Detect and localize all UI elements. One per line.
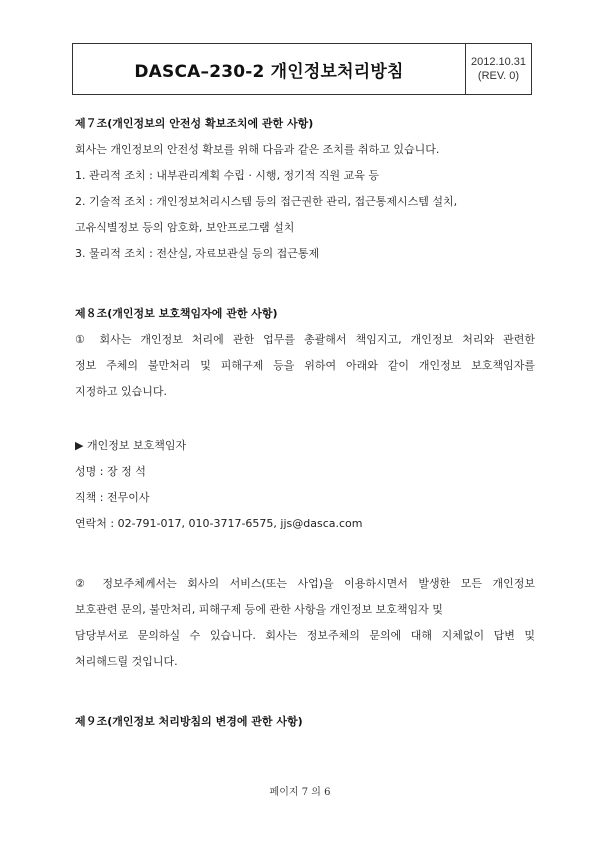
section-7-title: 제７조(개인정보의 안전성 확보조치에 관한 사항) [75, 117, 314, 130]
section-7-item-2: 2. 기술적 조치 : 개인정보처리시스템 등의 접근권한 관리, 접근통제시스템 설치, [75, 195, 458, 208]
section-8-para-2-line-3: 담당부서로 문의하실 수 있습니다. 회사는 정보주체의 문의에 대해 지체없이 답변 및 [75, 629, 535, 642]
section-9-title: 제９조(개인정보 처리방침의 변경에 관한 사항) [75, 715, 303, 728]
revision-date: 2012.10.31 [470, 56, 527, 68]
section-7-intro: 회사는 개인정보의 안전성 확보를 위해 다음과 같은 조치를 취하고 있습니다. [75, 143, 440, 156]
page-footer: 페이지 7 의 6 [269, 787, 331, 798]
revision-number: (REV. 0) [477, 70, 520, 82]
section-7-item-3: 3. 물리적 조치 : 전산실, 자료보관실 등의 접근통제 [75, 247, 320, 260]
section-8-title: 제８조(개인정보 보호책임자에 관한 사항) [75, 307, 278, 320]
section-8-para-2-line-1: ② 정보주체께서는 회사의 서비스(또는 사업)을 이용하시면서 발생한 모든 개인정보 [75, 577, 535, 590]
document-body [75, 111, 535, 735]
section-8-para-1-line-2: 정보 주체의 불만처리 및 피해구제 등을 위하여 아래와 같이 개인정보 보호책임자를 [75, 359, 535, 372]
document-title: DASCA–230-2 개인정보처리방침 [73, 44, 466, 94]
section-8-para-1-line-1: ① 회사는 개인정보 처리에 관한 업무를 총괄해서 책임지고, 개인정보 처리와 관련한 [75, 333, 535, 346]
document-header [72, 43, 532, 95]
officer-position: 직책 : 전무이사 [75, 491, 150, 504]
section-8-para-2-line-4: 처리해드릴 것입니다. [75, 655, 178, 668]
section-7-item-2-cont: 고유식별정보 등의 암호화, 보안프로그램 설치 [75, 221, 295, 234]
officer-contact: 연락처 : 02-791-017, 010-3717-6575, jjs@dasca.com [75, 517, 363, 530]
section-8-para-2-line-2: 보호관련 문의, 불만처리, 피해구제 등에 관한 사항을 개인정보 보호책임자 및 [75, 603, 443, 616]
officer-heading: ▶ 개인정보 보호책임자 [75, 439, 187, 452]
officer-name: 성명 : 장 정 석 [75, 465, 146, 478]
section-8-para-1-line-3: 지정하고 있습니다. [75, 385, 168, 398]
revision-box [466, 44, 531, 94]
section-7-item-1: 1. 관리적 조치 : 내부관리계획 수립 · 시행, 정기적 직원 교육 등 [75, 169, 380, 182]
